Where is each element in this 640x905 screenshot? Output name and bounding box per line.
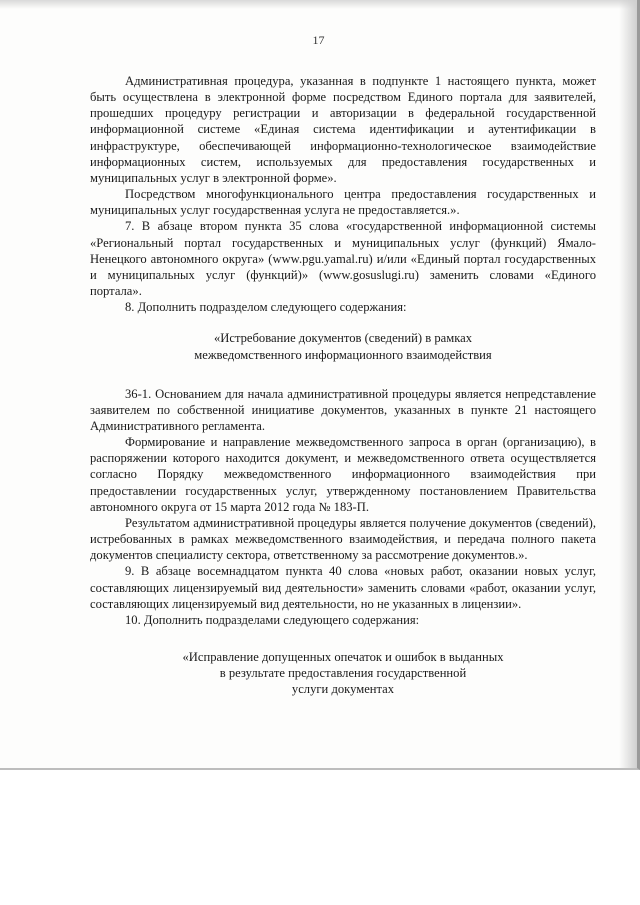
- section-heading-line: в результате предоставления государственной: [219, 666, 467, 681]
- scan-shadow-right: [619, 0, 637, 770]
- section-heading-line: «Истребование документов (сведений) в рамках: [213, 331, 473, 346]
- page-number: 17: [312, 33, 325, 47]
- paragraph-item-9: 9. В абзаце восемнадцатом пункта 40 слова «новых работ, оказании новых услуг, составляющих лицензируемый вид деятельности» заменить словами «работ, оказании услуг, составляющих лицензируемый вид деятельности, но не указанных в лицензии».: [90, 564, 596, 611]
- paragraph-electronic-form: Административная процедура, указанная в подпункте 1 настоящего пункта, может быть осуществлена в электронной форме посредством Единого портала для заявителей, прошедших процедуру регистрации и авторизации в федеральной государственной информационной системе «Единая система идентификации и аутентификации в инфраструктуре, обеспечивающей информационно-технологическое взаимодействие информационных систем, используемых для предоставления государственных и муниципальных услуг в электронной форме».: [90, 74, 596, 185]
- paragraph-item-7: 7. В абзаце втором пункта 35 слова «государственной информационной системы «Региональный портал государственных и муниципальных услуг (функций) Ямало-Ненецкого автономного округа» (www.pgu.yamal.ru) и/или «Единый портал государственных и муниципальных услуг (функций)» (www.gosuslugi.ru) заменить словами «Единого портала».: [90, 219, 596, 299]
- section-heading-line: услуги документах: [291, 682, 395, 697]
- paragraph-mfc: Посредством многофункционального центра предоставления государственных и муниципальных услуг государственная услуга не предоставляется.».: [90, 187, 596, 218]
- paragraph-interagency-request: Формирование и направление межведомственного запроса в орган (организацию), в распоряжении которого находится документ, и межведомственного ответа осуществляется согласно Порядку межведомственного информационного взаимодействия при предоставлении государственных услуг, утвержденному постановлением Правительства автономного округа от 15 марта 2012 года № 183-П.: [90, 435, 596, 514]
- document-body: [90, 73, 596, 697]
- paragraph-result: Результатом административной процедуры является получение документов (сведений), истребованных в рамках межведомственного взаимодействия, и передача полного пакета документов специалисту сектора, ответственному за рассмотрение документов.».: [90, 515, 596, 563]
- paragraph-item-8: 8. Дополнить подразделом следующего содержания:: [125, 300, 407, 315]
- blank-area: [0, 770, 640, 905]
- paragraph-item-10: 10. Дополнить подразделами следующего содержания:: [125, 612, 420, 627]
- section-heading-line: «Исправление допущенных опечаток и ошибок в выданных: [182, 650, 504, 664]
- paragraph-36-1: 36-1. Основанием для начала административной процедуры является непредставление заявителем по собственной инициативе документов, указанных в пункте 21 настоящего Административного регламента.: [90, 386, 596, 433]
- section-heading-line: межведомственного информационного взаимодействия: [194, 347, 492, 362]
- scan-shadow-top: [0, 0, 640, 9]
